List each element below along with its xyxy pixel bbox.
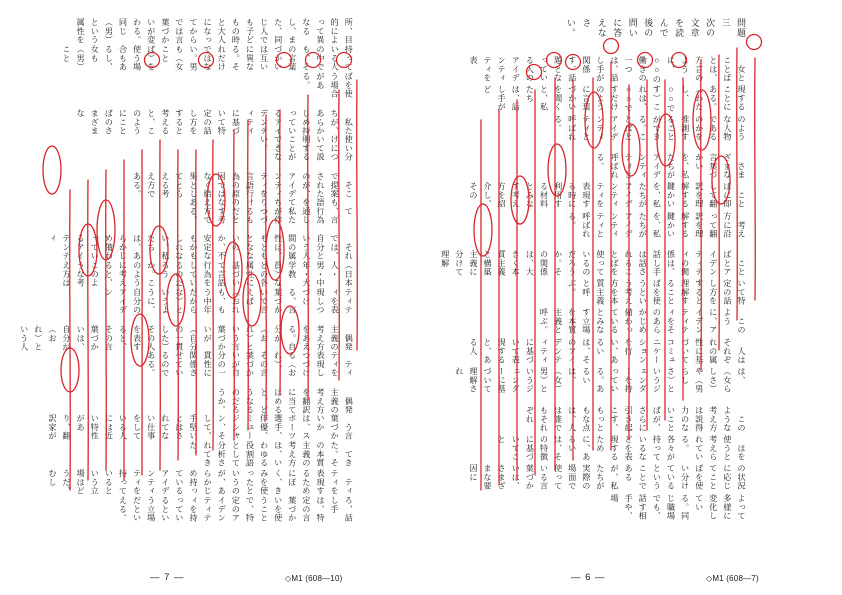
text-column: 私たちが、あらかじめ持っているアイデンティティに基づいて特定の話し方をすると考えると、このようにことばのさまざまな (76, 108, 354, 135)
text-column: の状況に応じてことばを使い分けているということであるが、私たちが実際の場面で使っている言葉づかいは、さまざまな要因に (468, 464, 746, 490)
text-column: 持っている人の中でも、その言葉づかいは互いに異なる。それだけではない。男も（女ことば）を使う場合もあるし、女も（男）こと (62, 45, 354, 72)
text-column: はを使うと考えられている。各々が持っているなどを表現するために、あるいは、その特徴に基づいてこと (497, 434, 746, 461)
page-code: ◇M1 (608—7) (706, 574, 759, 583)
text-column: （日本人・男・中年・大学教員）などの各属性に基づいて言語行為をしているのだろうか。このように考えると、このような考え方は (62, 261, 354, 288)
text-column: ても、言語行為を通して私たちが作りつづけるものだとなす考え方である。 (189, 198, 354, 225)
text-column: は、（女らしさ）や（男らしさ）というジェンダーを持っている。あるいは、（女）男）というジェンダーに基づいて理解され (454, 367, 746, 394)
text-column: 偶発主義の考え方を翻訳に当てはめると、どうなるのだろうか。 (217, 387, 354, 414)
text-column: のような人物であるのかを推測することができる。ことばとアイデンティティと呼ばれる。 (553, 114, 746, 141)
text-column: 考え方に沿って翻訳を理解する鍵かいを、私たちがアイデンティティと呼ばれる。 (567, 211, 746, 238)
text-column: このように、アイデンティティをそのあらかじめ備わっているとみなす立場を本質主義と呼ぶ。 (539, 308, 746, 335)
right-page-text-body (435, 18, 751, 523)
text-column: う言葉づかいかは、スポーツ選手、俳優、ミュージシャン、そして、手堅いとはされてない仕事をしている人には近い特性があり、翻訳家が (47, 414, 354, 441)
text-column: ティティを表現しつづける（おれ）、その言葉づかいが自分の一貫性に関係させているのである。 (146, 351, 354, 378)
text-column: 現することにある。（わたし、○○です）これは、○○ですだけのように言葉づかいを聞くと、私たちは、話し手がど (483, 85, 746, 113)
text-column: 偶発主義の考え方をあえる。自分が（おれ）という言葉づかいが（自分の一貫した）その人を表すると、その言葉づかいは、自分が（おれ）という人 (19, 324, 354, 351)
text-column: ことばとアイデンティティの関係は、話し手は話されることばを使っているのだろうか。その関係は、大きく本質主義と構築主義に分けて理解 (440, 250, 746, 276)
page-code: ◇M1 (608—10) (285, 574, 343, 583)
text-column: 女とことばとは、方言のように、○○の働きの一つは、話し手が関係す、話題となっている人のアイデンティティを表 (468, 56, 746, 84)
text-column: いて特定の話し方をすると理解することばを使うという考え方を本質主義と呼ぶ。 (567, 278, 746, 305)
text-column: てきた。その本質主義の考え方は、いわゆる役割語として分析されてきた。 (189, 441, 354, 468)
section-heading: 問題三 次の文章を読んで後の問いに答えなさい。 (565, 18, 746, 39)
text-column: そこで提案されたのが、アイデンティティを言語行為の原因ではなく結果としてとらえる考え方である。 (132, 171, 354, 198)
text-column: よって多様に変化している。同じ職場でも、話す相手や、場 (610, 493, 746, 520)
right-page (421, 0, 842, 595)
text-column: さまざまな言葉づかいを、私たちがアイデンティティと呼ばれる。 (595, 153, 746, 180)
page-number: — 6 — (571, 572, 606, 583)
text-column: ことばに即して翻訳を理解する鍵かいを、私たちがアイデンティティを表現する時に利用する材料とみなす考え方を紹介し、その (468, 182, 746, 209)
text-column: 人はそれぞれの属性に基づいてコミュニケーションを行い、あるいは、そのアイデンティティに基づいて表現すると、ある人 (468, 337, 746, 364)
text-column: このような考え方は説得力のないことばが、さらに引き起こす、もっともな点は、人は誰でもそれぞれ (525, 405, 746, 432)
text-column: 使い分けについて説明することができない。 (259, 135, 354, 162)
text-column: 所、目的によって異なるし、また、同じ人でも子どもの時と大人になってからでは言葉づかいが変わる。同じ（男）という属性を (76, 18, 354, 44)
text-column: ばを使う場合がある。 (301, 72, 354, 99)
text-column: ろ、話し手は、特定の言葉づかいを使うことで、特定のアイデンティティを持っているという立場だといえる。 (118, 495, 354, 522)
text-column: それでは、自分という人間の属性は、もともとなないのか、不安定なもかもしれない。私たちは、あらかじめ備わっているアイデンティ (47, 234, 354, 261)
left-page-text-body (14, 18, 358, 523)
text-column: ティティを表現するためにぼく、きみを使ったというのが、あらかじめ持っているアイデンティティを持っているという立場はどうだ、むし (47, 468, 354, 495)
page-number: — 7 — (150, 572, 185, 583)
text-column: ティティを表現しつづける、言葉づかいで言えば（おれも、もう中年だからな）というように、自分のアイデン (104, 288, 354, 315)
